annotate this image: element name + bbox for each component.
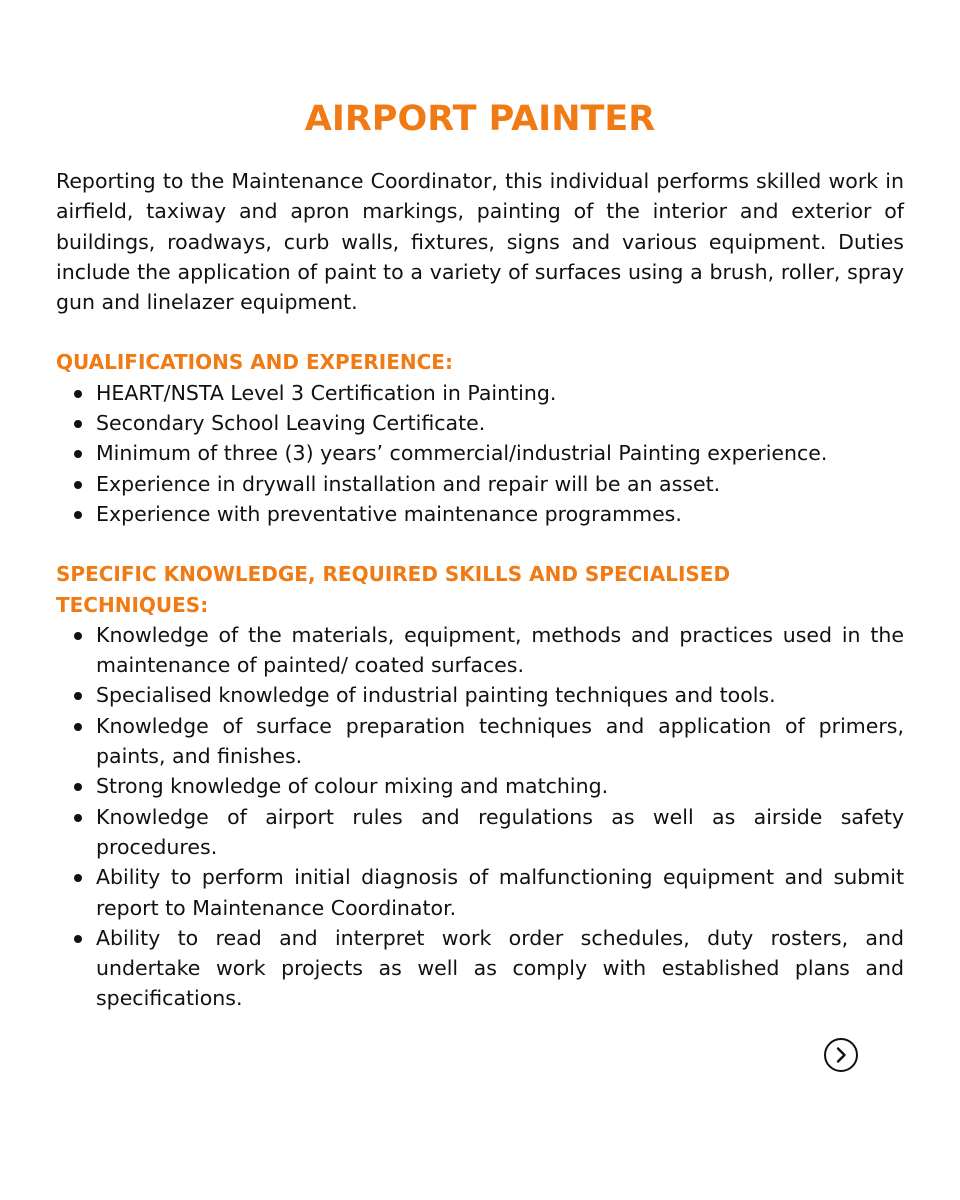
list-item: Ability to read and interpret work order schedules, duty rosters, and undertake work projects as well as comply with established plans and specifications. xyxy=(96,923,904,1014)
intro-paragraph: Reporting to the Maintenance Coordinator, this individual performs skilled work in airfield, taxiway and apron markings, painting of the interior and exterior of buildings, roadways, curb walls, fixtures, signs and various equipment. Duties include the application of paint to a variety of surfaces using a brush, roller, spray gun and linelazer equipment. xyxy=(56,169,904,315)
list-item: HEART/NSTA Level 3 Certification in Painting. xyxy=(96,378,904,408)
list-item: Experience in drywall installation and repair will be an asset. xyxy=(96,469,904,499)
qualifications-list xyxy=(56,378,904,529)
list-item: Knowledge of the materials, equipment, methods and practices used in the maintenance of painted/ coated surfaces. xyxy=(96,620,904,681)
list-item: Experience with preventative maintenance programmes. xyxy=(96,499,904,529)
skills-heading: SPECIFIC KNOWLEDGE, REQUIRED SKILLS AND SPECIALISED TECHNIQUES: xyxy=(56,562,731,617)
list-item: Knowledge of airport rules and regulations as well as airside safety procedures. xyxy=(96,802,904,863)
chevron-right-icon xyxy=(826,1040,856,1070)
list-item: Secondary School Leaving Certificate. xyxy=(96,408,904,438)
list-item: Specialised knowledge of industrial painting techniques and tools. xyxy=(96,680,904,710)
skills-list xyxy=(56,620,904,1014)
list-item: Strong knowledge of colour mixing and matching. xyxy=(96,771,904,801)
page-title: AIRPORT PAINTER xyxy=(304,99,656,139)
qualifications-heading: QUALIFICATIONS AND EXPERIENCE: xyxy=(56,350,453,375)
list-item: Minimum of three (3) years’ commercial/industrial Painting experience. xyxy=(96,438,904,468)
job-description xyxy=(56,166,904,1014)
next-page-button[interactable] xyxy=(824,1038,858,1072)
list-item: Knowledge of surface preparation techniques and application of primers, paints, and finishes. xyxy=(96,711,904,772)
list-item: Ability to perform initial diagnosis of malfunctioning equipment and submit report to Maintenance Coordinator. xyxy=(96,862,904,923)
